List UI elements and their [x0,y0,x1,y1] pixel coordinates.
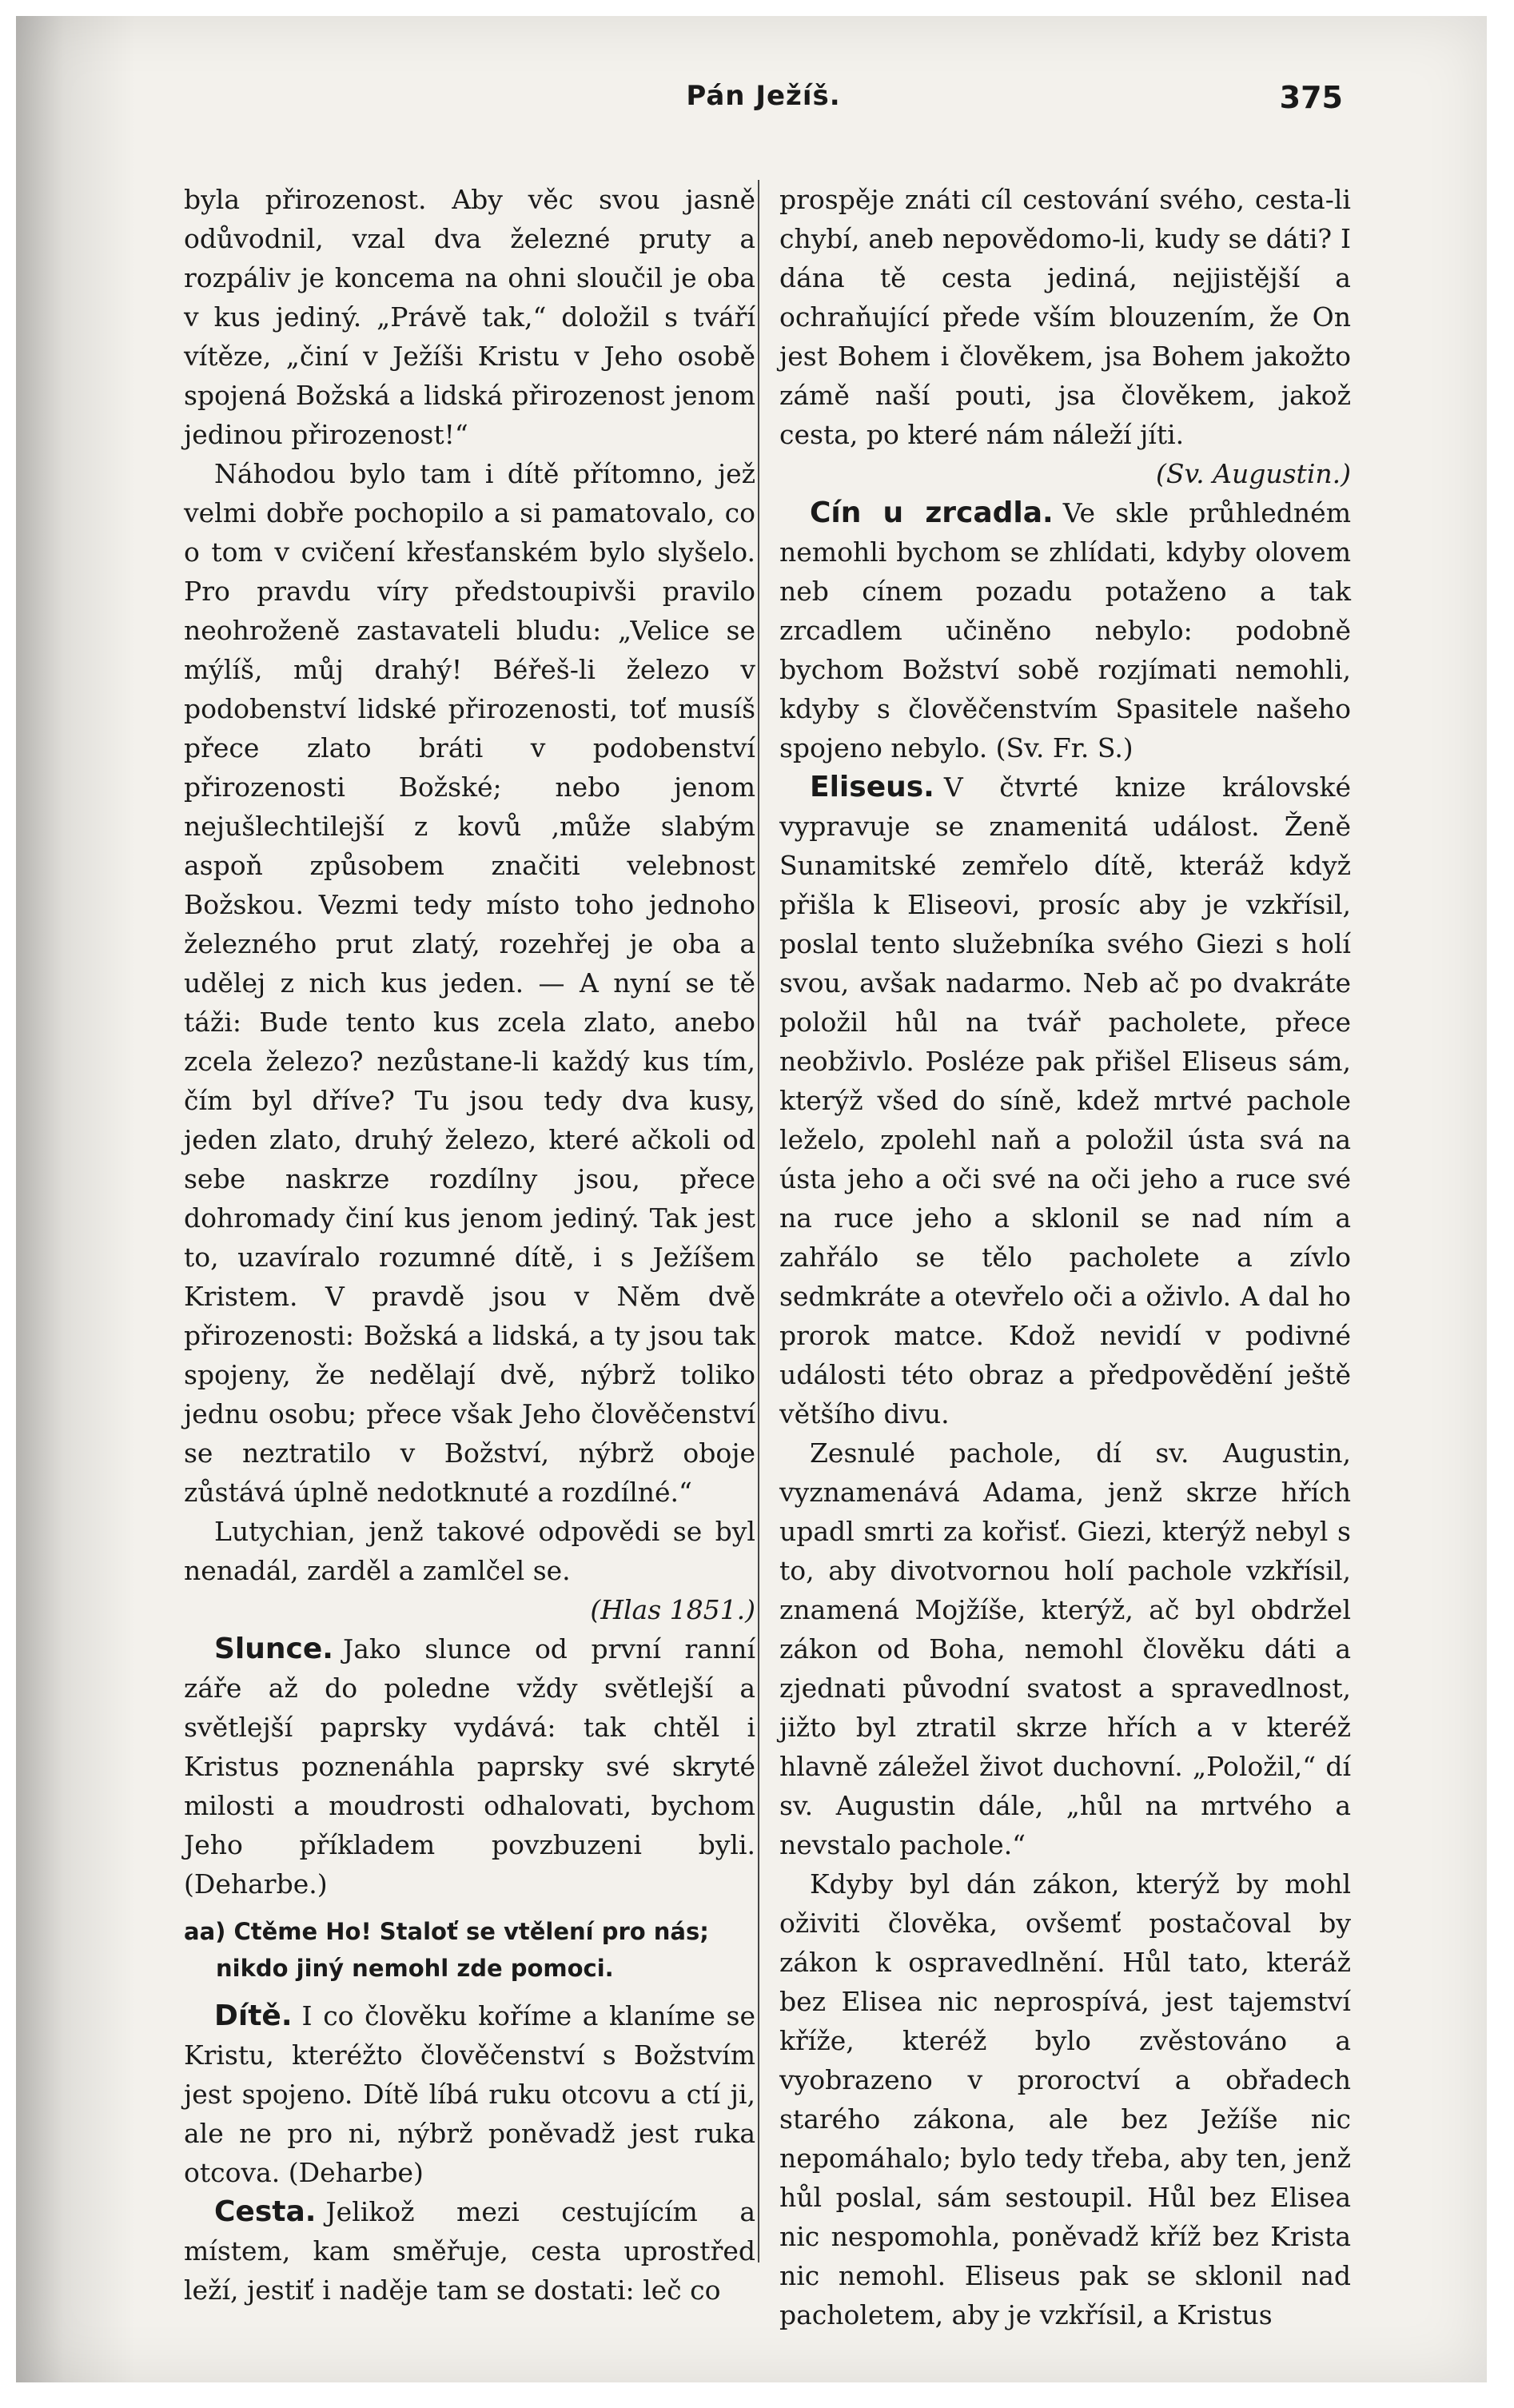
entry-heading: Dítě. [214,1999,293,2032]
page-number: 375 [1279,80,1343,115]
section-heading: aa) Ctěme Ho! Staloť se vtělení pro nás; nikdo jiný nemohl zde pomoci. [184,1918,709,1982]
entry-text: Ve skle průhledném nemohli bychom se zhlídati, kdyby olovem neb cínem pozadu potaženo a tak zrcadlem učiněno nebylo: podobně bychom Božství sobě rozjímati nemohli, kdyby s člověčenstvím Spasitele našeho spojeno nebylo. (Sv. Fr. S.) [779,497,1351,763]
entry-heading: Slunce. [214,1633,333,1665]
paragraph: prospěje znáti cíl cestování svého, cesta-li chybí, aneb nepovědomo-li, kudy se dáti? I dána tě cesta jediná, nejjistější a ochraňující přede vším blouzením, že On jest Bohem i člověkem, jsa Bohem jakožto zámě naší pouti, jsa člověkem, jakož cesta, po které nám náleží jíti. [779,184,1351,450]
entry-text: I co člověku koříme a klaníme se Kristu, kteréžto člověčenství s Božstvím jest spojeno. Dítě líbá ruku otcovu a ctí ji, ale ne pro ni, nýbrž poněvadž jest ruka otcova. (Deharbe) [184,2000,755,2188]
column-divider [758,180,759,2262]
right-column [779,180,1351,2334]
citation: (Hlas 1851.) [590,1594,755,1625]
paragraph: byla přirozenost. Aby věc svou jasně odůvodnil, vzal dva železné pruty a rozpáliv je koncema na ohni sloučil je oba v kus jediný. „Právě tak,“ doložil s tváří vítěze, „činí v Ježíši Kristu v Jeho osobě spojená Božská a lidská přirozenost jenom jedinou přirozenost!“ [184,184,755,450]
entry-cesta [184,2192,755,2310]
entry-dite [184,1996,755,2192]
left-column [184,180,755,2310]
entry-eliseus [779,767,1351,1433]
entry-heading: Cín u zrcadla. [810,496,1054,529]
binding-shadow [16,16,136,2382]
running-header: Pán Ježíš. [686,80,841,112]
entry-heading: Cesta. [214,2195,317,2228]
entry-text: Jelikož mezi cestujícím a místem, kam směřuje, cesta uprostřed leží, jestiť i naděje tam se dostati: leč co [184,2196,755,2306]
entry-cin-u-zrcadla [779,493,1351,767]
entry-text: Jako slunce od první ranní záře až do poledne vždy světlejší a světlejší paprsky vydává: tak chtěl i Kristus poznenáhla paprsky své skryté milosti a moudrosti odhalovati, bychom Jeho příkladem povzbuzeni byli. (Deharbe.) [184,1633,755,1900]
citation: (Sv. Augustin.) [1155,458,1351,489]
entry-slunce [184,1629,755,1904]
paragraph: Náhodou bylo tam i dítě přítomno, jež velmi dobře pochopilo a si pamatovalo, co o tom v cvičení křesťanském bylo slyšelo. Pro pravdu víry předstoupivši pravilo neohroženě zastavateli bludu: „Velice se mýlíš, můj drahý! Béřeš-li železo v podobenství lidské přirozenosti, toť musíš přece zlato bráti v podobenství přirozenosti Božské; nebo jenom nejušlechtilejší z kovů ,může slabým aspoň způsobem značiti velebnost Božskou. Vezmi tedy místo toho jednoho železného prut zlatý, rozehřej je oba a udělej z nich kus jeden. — A nyní se tě táži: Bude tento kus zcela zlato, anebo zcela železo? nezůstane-li každý kus tím, čím byl dříve? Tu jsou tedy dva kusy, jeden zlato, druhý železo, které ačkoli od sebe naskrze rozdílny jsou, přece dohromady činí kus jenom jediný. Tak jest to, uzavíralo rozumné dítě, i s Ježíšem Kristem. V pravdě jsou v Něm dvě přirozenosti: Božská a lidská, a ty jsou tak spojeny, že nedělají dvě, nýbrž toliko jednu osobu; přece však Jeho člověčenství se neztratilo v Božství, nýbrž oboje zůstává úplně nedotknuté a rozdílné.“ [184,458,755,1508]
entry-heading: Eliseus. [810,771,934,803]
paragraph: Kdyby byl dán zákon, kterýž by mohl oživiti člověka, ovšemť postačoval by zákon k ospravedlnění. Hůl tato, kteráž bez Elisea nic neprospívá, jest tajemství kříže, kteréž bylo zvěstováno a vyobrazeno v proroctví a obřadech starého zákona, ale bez Ježíše nic nepomáhalo; bylo tedy třeba, aby ten, jenž hůl poslal, sám sestoupil. Hůl bez Elisea nic nespomohla, poněvadž kříž bez Krista nic nemohl. Eliseus pak se sklonil nad pacholetem, aby je vzkřísil, a Kristus [779,1868,1351,2330]
paragraph: Zesnulé pachole, dí sv. Augustin, vyznamenává Adama, jenž skrze hřích upadl smrti za kořisť. Giezi, kterýž nebyl s to, aby divotvornou holí pachole vzkřísil, znamená Mojžíše, kterýž, ač byl obdržel zákon od Boha, nemohl člověku dáti a zjednati původní svatost a spravedlnost, jižto byl ztratil skrze hřích a v kteréž hlavně záležel život duchovní. „Položil,“ dí sv. Augustin dále, „hůl na mrtvého a nevstalo pachole.“ [779,1437,1351,1860]
entry-text: V čtvrté knize královské vypravuje se znamenitá událost. Ženě Sunamitské zemřelo dítě, kteráž když přišla k Eliseovi, prosíc aby je vzkřísil, poslal tento služebníka svého Giezi s holí svou, avšak nadarmo. Neb ač po dvakráte položil hůl na tvář pacholete, přece neobživlo. Posléze pak přišel Eliseus sám, kterýž všed do síně, kdež mrtvé pachole leželo, zpolehl naň a položil ústa svá na ústa jeho a oči své na oči jeho a ruce své na ruce jeho a sklonil se nad ním a zahřálo se tělo pacholete a zívlo sedmkráte a otevřelo oči a oživlo. A dal ho prorok matce. Kdož nevidí v podivné události této obraz a předpovědění ještě většího divu. [779,771,1351,1429]
book-page [16,16,1487,2382]
paragraph: Lutychian, jenž takové odpovědi se byl nenadál, zarděl a zamlčel se. [184,1516,755,1586]
